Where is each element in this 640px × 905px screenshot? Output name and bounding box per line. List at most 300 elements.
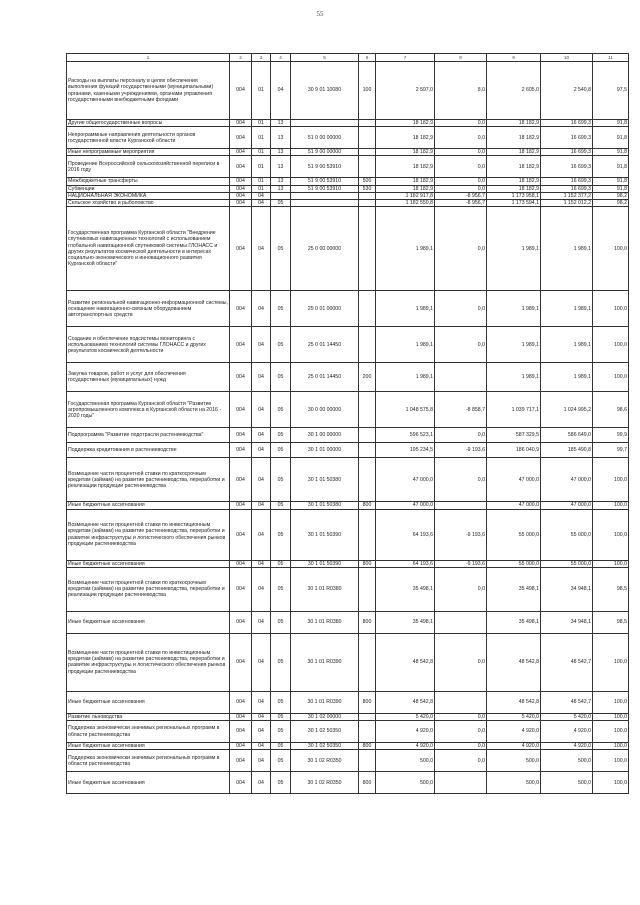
- executed-amount-cell: 2 540,8: [541, 62, 593, 120]
- subsection-cell: 05: [271, 207, 291, 291]
- section-cell: 04: [252, 502, 271, 509]
- target-item-cell: 30 9 01 10080: [291, 62, 359, 120]
- expense-type-cell: [359, 120, 376, 127]
- executed-amount-cell: 1 989,1: [541, 327, 593, 363]
- subsection-cell: 05: [271, 458, 291, 502]
- change-amount-cell: 0,0: [435, 327, 487, 363]
- table-row: [67, 772, 629, 794]
- approved-amount-cell: 500,0: [376, 772, 435, 794]
- subsection-cell: 13: [271, 156, 291, 178]
- target-item-cell: [291, 200, 359, 207]
- row-name-cell: Проведение Всероссийской сельскохозяйственной переписи в 2016 году: [67, 156, 230, 178]
- approved-amount-cell: 47 000,0: [376, 458, 435, 502]
- target-item-cell: 30 1 01 50380: [291, 458, 359, 502]
- expense-type-cell: 100: [359, 62, 376, 120]
- subsection-cell: 05: [271, 502, 291, 509]
- row-name-cell: Межбюджетные трансферты: [67, 178, 230, 185]
- executed-amount-cell: 1 024 995,2: [541, 392, 593, 428]
- target-item-cell: 30 1 02 R0350: [291, 772, 359, 794]
- section-cell: 01: [252, 178, 271, 185]
- expense-type-cell: 800: [359, 611, 376, 633]
- executed-amount-cell: 1 989,1: [541, 363, 593, 392]
- execution-percent-cell: 100,0: [593, 502, 629, 509]
- budget-table: [66, 53, 629, 794]
- section-cell: 04: [252, 567, 271, 611]
- expense-type-cell: [359, 633, 376, 691]
- change-amount-cell: -8 956,7: [435, 192, 487, 199]
- row-name-cell: Возмещение части процентной ставки по инвестиционным кредитам (займам) на развитие растениеводства, переработки и развитие инфраструктуры и логистического обеспечения рынков продукции растениеводства: [67, 509, 230, 560]
- execution-percent-cell: 100,0: [593, 509, 629, 560]
- change-amount-cell: -8 956,7: [435, 200, 487, 207]
- change-amount-cell: -9 193,6: [435, 560, 487, 567]
- change-amount-cell: 0,0: [435, 567, 487, 611]
- admin-code-cell: 004: [230, 192, 252, 199]
- specified-amount-cell: 4 920,0: [487, 721, 541, 743]
- execution-percent-cell: 91,8: [593, 156, 629, 178]
- approved-amount-cell: 5 420,0: [376, 713, 435, 720]
- subsection-cell: 05: [271, 691, 291, 713]
- subsection-cell: 05: [271, 291, 291, 327]
- subsection-cell: 05: [271, 743, 291, 750]
- admin-code-cell: 004: [230, 156, 252, 178]
- column-header-6: 6: [359, 54, 376, 62]
- execution-percent-cell: 98,2: [593, 192, 629, 199]
- execution-percent-cell: 100,0: [593, 721, 629, 743]
- execution-percent-cell: 91,8: [593, 149, 629, 156]
- approved-amount-cell: 48 542,8: [376, 691, 435, 713]
- subsection-cell: 13: [271, 178, 291, 185]
- table-row: [67, 207, 629, 291]
- admin-code-cell: 004: [230, 149, 252, 156]
- row-name-cell: Иные бюджетные ассигнования: [67, 560, 230, 567]
- row-name-cell: Возмещение части процентной ставки по краткосрочным кредитам (займам) на развитие растениеводства, переработки и реализации продукции растениеводства: [67, 458, 230, 502]
- table-row: [67, 509, 629, 560]
- executed-amount-cell: 16 699,3: [541, 149, 593, 156]
- specified-amount-cell: 48 542,8: [487, 691, 541, 713]
- section-cell: 04: [252, 772, 271, 794]
- section-cell: 01: [252, 127, 271, 149]
- execution-percent-cell: 98,2: [593, 200, 629, 207]
- row-name-cell: Сельское хозяйство и рыболовство: [67, 200, 230, 207]
- table-row: [67, 192, 629, 199]
- table-row: [67, 611, 629, 633]
- expense-type-cell: [359, 567, 376, 611]
- row-name-cell: Возмещение части процентной ставки по краткосрочным кредитам (займам) на развитие растениеводства, переработки и реализации продукции растениеводства: [67, 567, 230, 611]
- specified-amount-cell: 18 182,9: [487, 178, 541, 185]
- subsection-cell: 05: [271, 200, 291, 207]
- column-header-10: 10: [541, 54, 593, 62]
- expense-type-cell: [359, 428, 376, 443]
- change-amount-cell: [435, 772, 487, 794]
- target-item-cell: 30 1 02 R0350: [291, 750, 359, 772]
- executed-amount-cell: 16 699,3: [541, 127, 593, 149]
- executed-amount-cell: 4 920,0: [541, 743, 593, 750]
- change-amount-cell: 0,0: [435, 185, 487, 192]
- admin-code-cell: 004: [230, 207, 252, 291]
- specified-amount-cell: 1 039 717,1: [487, 392, 541, 428]
- table-row: [67, 178, 629, 185]
- expense-type-cell: 800: [359, 560, 376, 567]
- execution-percent-cell: 98,6: [593, 392, 629, 428]
- target-item-cell: 30 1 01 R0380: [291, 611, 359, 633]
- row-name-cell: Иные бюджетные ассигнования: [67, 502, 230, 509]
- target-item-cell: 30 1 01 50380: [291, 502, 359, 509]
- table-row: [67, 567, 629, 611]
- approved-amount-cell: 18 182,9: [376, 156, 435, 178]
- change-amount-cell: 8,0: [435, 62, 487, 120]
- column-header-8: 8: [435, 54, 487, 62]
- execution-percent-cell: 100,0: [593, 291, 629, 327]
- section-cell: 04: [252, 327, 271, 363]
- expense-type-cell: [359, 443, 376, 458]
- admin-code-cell: 004: [230, 120, 252, 127]
- executed-amount-cell: 16 699,3: [541, 156, 593, 178]
- expense-type-cell: [359, 291, 376, 327]
- approved-amount-cell: 2 597,0: [376, 62, 435, 120]
- row-name-cell: Поддержка кредитования в растениеводстве: [67, 443, 230, 458]
- expense-type-cell: [359, 200, 376, 207]
- target-item-cell: 30 1 01 R0380: [291, 567, 359, 611]
- approved-amount-cell: 1 182 917,8: [376, 192, 435, 199]
- specified-amount-cell: 587 329,5: [487, 428, 541, 443]
- specified-amount-cell: 18 182,9: [487, 127, 541, 149]
- section-cell: 04: [252, 392, 271, 428]
- expense-type-cell: 800: [359, 772, 376, 794]
- executed-amount-cell: 47 000,0: [541, 458, 593, 502]
- specified-amount-cell: 2 605,0: [487, 62, 541, 120]
- table-row: [67, 127, 629, 149]
- executed-amount-cell: 16 699,3: [541, 120, 593, 127]
- approved-amount-cell: 35 498,1: [376, 567, 435, 611]
- specified-amount-cell: 1 989,1: [487, 291, 541, 327]
- expense-type-cell: 500: [359, 178, 376, 185]
- admin-code-cell: 004: [230, 772, 252, 794]
- section-cell: 01: [252, 156, 271, 178]
- column-header-1: 1: [67, 54, 230, 62]
- execution-percent-cell: 100,0: [593, 560, 629, 567]
- admin-code-cell: 004: [230, 567, 252, 611]
- approved-amount-cell: 18 182,9: [376, 127, 435, 149]
- admin-code-cell: 004: [230, 713, 252, 720]
- change-amount-cell: [435, 611, 487, 633]
- column-header-4: 4: [271, 54, 291, 62]
- table-row: [67, 721, 629, 743]
- expense-type-cell: [359, 392, 376, 428]
- admin-code-cell: 004: [230, 200, 252, 207]
- executed-amount-cell: 1 989,1: [541, 291, 593, 327]
- executed-amount-cell: 16 699,3: [541, 178, 593, 185]
- table-row: [67, 713, 629, 720]
- executed-amount-cell: 185 490,8: [541, 443, 593, 458]
- section-cell: 04: [252, 750, 271, 772]
- approved-amount-cell: 35 498,1: [376, 611, 435, 633]
- expense-type-cell: 200: [359, 363, 376, 392]
- execution-percent-cell: 99,9: [593, 428, 629, 443]
- section-cell: 01: [252, 62, 271, 120]
- row-name-cell: Создание и обеспечение подсистемы мониторинга с использованием технологий системы ГЛОНАСС и других результатов космической деятельности: [67, 327, 230, 363]
- section-cell: 04: [252, 611, 271, 633]
- change-amount-cell: [435, 363, 487, 392]
- column-header-9: 9: [487, 54, 541, 62]
- target-item-cell: 30 1 00 00000: [291, 428, 359, 443]
- executed-amount-cell: 48 542,7: [541, 633, 593, 691]
- execution-percent-cell: 100,0: [593, 633, 629, 691]
- admin-code-cell: 004: [230, 291, 252, 327]
- specified-amount-cell: 4 920,0: [487, 743, 541, 750]
- table-row: [67, 458, 629, 502]
- target-item-cell: 51 9 00 53910: [291, 185, 359, 192]
- execution-percent-cell: 100,0: [593, 363, 629, 392]
- execution-percent-cell: 91,8: [593, 127, 629, 149]
- subsection-cell: 05: [271, 772, 291, 794]
- subsection-cell: 05: [271, 560, 291, 567]
- table-row: [67, 560, 629, 567]
- expense-type-cell: [359, 458, 376, 502]
- target-item-cell: 30 1 01 R0390: [291, 691, 359, 713]
- specified-amount-cell: 500,0: [487, 750, 541, 772]
- row-name-cell: Иные бюджетные ассигнования: [67, 772, 230, 794]
- target-item-cell: 30 1 02 00000: [291, 713, 359, 720]
- admin-code-cell: 004: [230, 178, 252, 185]
- table-row: [67, 743, 629, 750]
- change-amount-cell: 0,0: [435, 149, 487, 156]
- row-name-cell: Поддержка экономически значимых региональных программ в области растениеводства: [67, 721, 230, 743]
- row-name-cell: НАЦИОНАЛЬНАЯ ЭКОНОМИКА: [67, 192, 230, 199]
- table-row: [67, 691, 629, 713]
- table-row: [67, 149, 629, 156]
- change-amount-cell: 0,0: [435, 458, 487, 502]
- specified-amount-cell: 1 173 958,1: [487, 192, 541, 199]
- approved-amount-cell: 64 193,6: [376, 509, 435, 560]
- executed-amount-cell: 55 000,0: [541, 560, 593, 567]
- approved-amount-cell: 18 182,9: [376, 149, 435, 156]
- change-amount-cell: [435, 691, 487, 713]
- row-name-cell: Субвенции: [67, 185, 230, 192]
- section-cell: 04: [252, 192, 271, 199]
- change-amount-cell: [435, 502, 487, 509]
- target-item-cell: 30 0 00 00000: [291, 392, 359, 428]
- section-cell: 01: [252, 149, 271, 156]
- row-name-cell: Государственная программа Курганской области "Развитие агропромышленного комплекса в Курганской области на 2016 - 2020 годы": [67, 392, 230, 428]
- admin-code-cell: 004: [230, 443, 252, 458]
- section-cell: 04: [252, 721, 271, 743]
- table-row: [67, 291, 629, 327]
- execution-percent-cell: 100,0: [593, 750, 629, 772]
- specified-amount-cell: 35 498,1: [487, 611, 541, 633]
- section-cell: 01: [252, 185, 271, 192]
- target-item-cell: 51 9 00 53910: [291, 178, 359, 185]
- table-row: [67, 156, 629, 178]
- table-row: [67, 633, 629, 691]
- admin-code-cell: 004: [230, 185, 252, 192]
- change-amount-cell: 0,0: [435, 743, 487, 750]
- change-amount-cell: 0,0: [435, 156, 487, 178]
- executed-amount-cell: 1 152 377,2: [541, 192, 593, 199]
- executed-amount-cell: 16 699,3: [541, 185, 593, 192]
- change-amount-cell: 0,0: [435, 120, 487, 127]
- executed-amount-cell: 4 920,0: [541, 721, 593, 743]
- row-name-cell: Возмещение части процентной ставки по инвестиционным кредитам (займам) на развитие растениеводства, переработки и развитие инфраструктуры и логистического обеспечения рынков продукции растениеводства: [67, 633, 230, 691]
- approved-amount-cell: 596 523,1: [376, 428, 435, 443]
- row-name-cell: Иные бюджетные ассигнования: [67, 611, 230, 633]
- expense-type-cell: [359, 207, 376, 291]
- change-amount-cell: 0,0: [435, 178, 487, 185]
- approved-amount-cell: 1 989,1: [376, 363, 435, 392]
- table-row: [67, 502, 629, 509]
- executed-amount-cell: 34 948,1: [541, 567, 593, 611]
- row-name-cell: Непрограммные направления деятельности органов государственной власти Курганской области: [67, 127, 230, 149]
- section-cell: 04: [252, 560, 271, 567]
- approved-amount-cell: 500,0: [376, 750, 435, 772]
- subsection-cell: 05: [271, 363, 291, 392]
- subsection-cell: 13: [271, 149, 291, 156]
- target-item-cell: 30 1 01 00000: [291, 443, 359, 458]
- section-cell: 04: [252, 207, 271, 291]
- table-row: [67, 443, 629, 458]
- approved-amount-cell: 1 048 575,8: [376, 392, 435, 428]
- change-amount-cell: 0,0: [435, 207, 487, 291]
- approved-amount-cell: 18 182,9: [376, 185, 435, 192]
- target-item-cell: 25 0 01 14450: [291, 327, 359, 363]
- approved-amount-cell: 1 989,1: [376, 207, 435, 291]
- expense-type-cell: [359, 713, 376, 720]
- admin-code-cell: 004: [230, 509, 252, 560]
- execution-percent-cell: 100,0: [593, 207, 629, 291]
- change-amount-cell: 0,0: [435, 633, 487, 691]
- approved-amount-cell: 18 182,9: [376, 178, 435, 185]
- execution-percent-cell: 98,5: [593, 567, 629, 611]
- table-row: [67, 327, 629, 363]
- executed-amount-cell: 586 649,0: [541, 428, 593, 443]
- table-row: [67, 428, 629, 443]
- approved-amount-cell: 64 193,6: [376, 560, 435, 567]
- target-item-cell: 30 1 02 50350: [291, 721, 359, 743]
- specified-amount-cell: 5 420,0: [487, 713, 541, 720]
- specified-amount-cell: 55 000,0: [487, 509, 541, 560]
- execution-percent-cell: 91,8: [593, 185, 629, 192]
- approved-amount-cell: 1 989,1: [376, 291, 435, 327]
- table-row: [67, 363, 629, 392]
- subsection-cell: 13: [271, 185, 291, 192]
- specified-amount-cell: 18 182,9: [487, 149, 541, 156]
- section-cell: 04: [252, 633, 271, 691]
- specified-amount-cell: 1 173 594,1: [487, 200, 541, 207]
- expense-type-cell: 800: [359, 691, 376, 713]
- row-name-cell: Подпрограмма "Развитие подотрасли растениеводства": [67, 428, 230, 443]
- admin-code-cell: 004: [230, 392, 252, 428]
- table-row: [67, 120, 629, 127]
- expense-type-cell: 800: [359, 502, 376, 509]
- row-name-cell: Иные непрограммные мероприятия: [67, 149, 230, 156]
- table-row: [67, 392, 629, 428]
- executed-amount-cell: 55 000,0: [541, 509, 593, 560]
- subsection-cell: 05: [271, 633, 291, 691]
- expense-type-cell: [359, 327, 376, 363]
- executed-amount-cell: 48 542,7: [541, 691, 593, 713]
- section-cell: 04: [252, 200, 271, 207]
- execution-percent-cell: 98,5: [593, 611, 629, 633]
- table-row: [67, 185, 629, 192]
- table-row: [67, 62, 629, 120]
- column-header-7: 7: [376, 54, 435, 62]
- target-item-cell: 30 1 01 R0390: [291, 633, 359, 691]
- admin-code-cell: 004: [230, 62, 252, 120]
- executed-amount-cell: 500,0: [541, 750, 593, 772]
- admin-code-cell: 004: [230, 611, 252, 633]
- target-item-cell: 51 0 00 00000: [291, 127, 359, 149]
- row-name-cell: Развитие льноводства: [67, 713, 230, 720]
- section-cell: 04: [252, 291, 271, 327]
- target-item-cell: [291, 192, 359, 199]
- execution-percent-cell: 100,0: [593, 743, 629, 750]
- executed-amount-cell: 500,0: [541, 772, 593, 794]
- expense-type-cell: 800: [359, 743, 376, 750]
- admin-code-cell: 004: [230, 750, 252, 772]
- section-cell: 04: [252, 509, 271, 560]
- admin-code-cell: 004: [230, 743, 252, 750]
- change-amount-cell: 0,0: [435, 291, 487, 327]
- section-cell: 04: [252, 713, 271, 720]
- admin-code-cell: 004: [230, 691, 252, 713]
- section-cell: 04: [252, 458, 271, 502]
- specified-amount-cell: 18 182,9: [487, 185, 541, 192]
- row-name-cell: Другие общегосударственные вопросы: [67, 120, 230, 127]
- subsection-cell: 04: [271, 62, 291, 120]
- section-cell: 04: [252, 363, 271, 392]
- admin-code-cell: 004: [230, 428, 252, 443]
- expense-type-cell: [359, 149, 376, 156]
- target-item-cell: 25 0 01 14450: [291, 363, 359, 392]
- admin-code-cell: 004: [230, 458, 252, 502]
- specified-amount-cell: 18 182,9: [487, 120, 541, 127]
- column-header-3: 3: [252, 54, 271, 62]
- row-name-cell: Закупка товаров, работ и услуг для обеспечения государственных (муниципальных) нужд: [67, 363, 230, 392]
- specified-amount-cell: 1 989,1: [487, 207, 541, 291]
- change-amount-cell: 0,0: [435, 713, 487, 720]
- target-item-cell: 30 1 01 50390: [291, 509, 359, 560]
- expense-type-cell: [359, 509, 376, 560]
- specified-amount-cell: 48 542,8: [487, 633, 541, 691]
- target-item-cell: 25 0 01 00000: [291, 291, 359, 327]
- subsection-cell: 05: [271, 327, 291, 363]
- row-name-cell: Расходы на выплаты персоналу в целях обеспечения выполнения функций государственными (муниципальными) органами, казенными учреждениями, органами управления государственными внебюджетными фондами: [67, 62, 230, 120]
- subsection-cell: 05: [271, 509, 291, 560]
- column-header-5: 5: [291, 54, 359, 62]
- specified-amount-cell: 1 989,1: [487, 363, 541, 392]
- section-cell: 01: [252, 120, 271, 127]
- target-item-cell: 30 1 01 50390: [291, 560, 359, 567]
- row-name-cell: Поддержка экономически значимых региональных программ в области растениеводства: [67, 750, 230, 772]
- expense-type-cell: [359, 192, 376, 199]
- expense-type-cell: [359, 721, 376, 743]
- approved-amount-cell: 4 920,0: [376, 721, 435, 743]
- specified-amount-cell: 500,0: [487, 772, 541, 794]
- execution-percent-cell: 97,5: [593, 62, 629, 120]
- admin-code-cell: 004: [230, 560, 252, 567]
- admin-code-cell: 004: [230, 633, 252, 691]
- executed-amount-cell: 1 989,1: [541, 207, 593, 291]
- approved-amount-cell: 1 182 550,8: [376, 200, 435, 207]
- change-amount-cell: 0,0: [435, 750, 487, 772]
- expense-type-cell: [359, 750, 376, 772]
- section-cell: 04: [252, 428, 271, 443]
- admin-code-cell: 004: [230, 327, 252, 363]
- row-name-cell: Иные бюджетные ассигнования: [67, 743, 230, 750]
- change-amount-cell: 0,0: [435, 721, 487, 743]
- section-cell: 04: [252, 743, 271, 750]
- approved-amount-cell: 195 234,5: [376, 443, 435, 458]
- executed-amount-cell: 1 152 012,2: [541, 200, 593, 207]
